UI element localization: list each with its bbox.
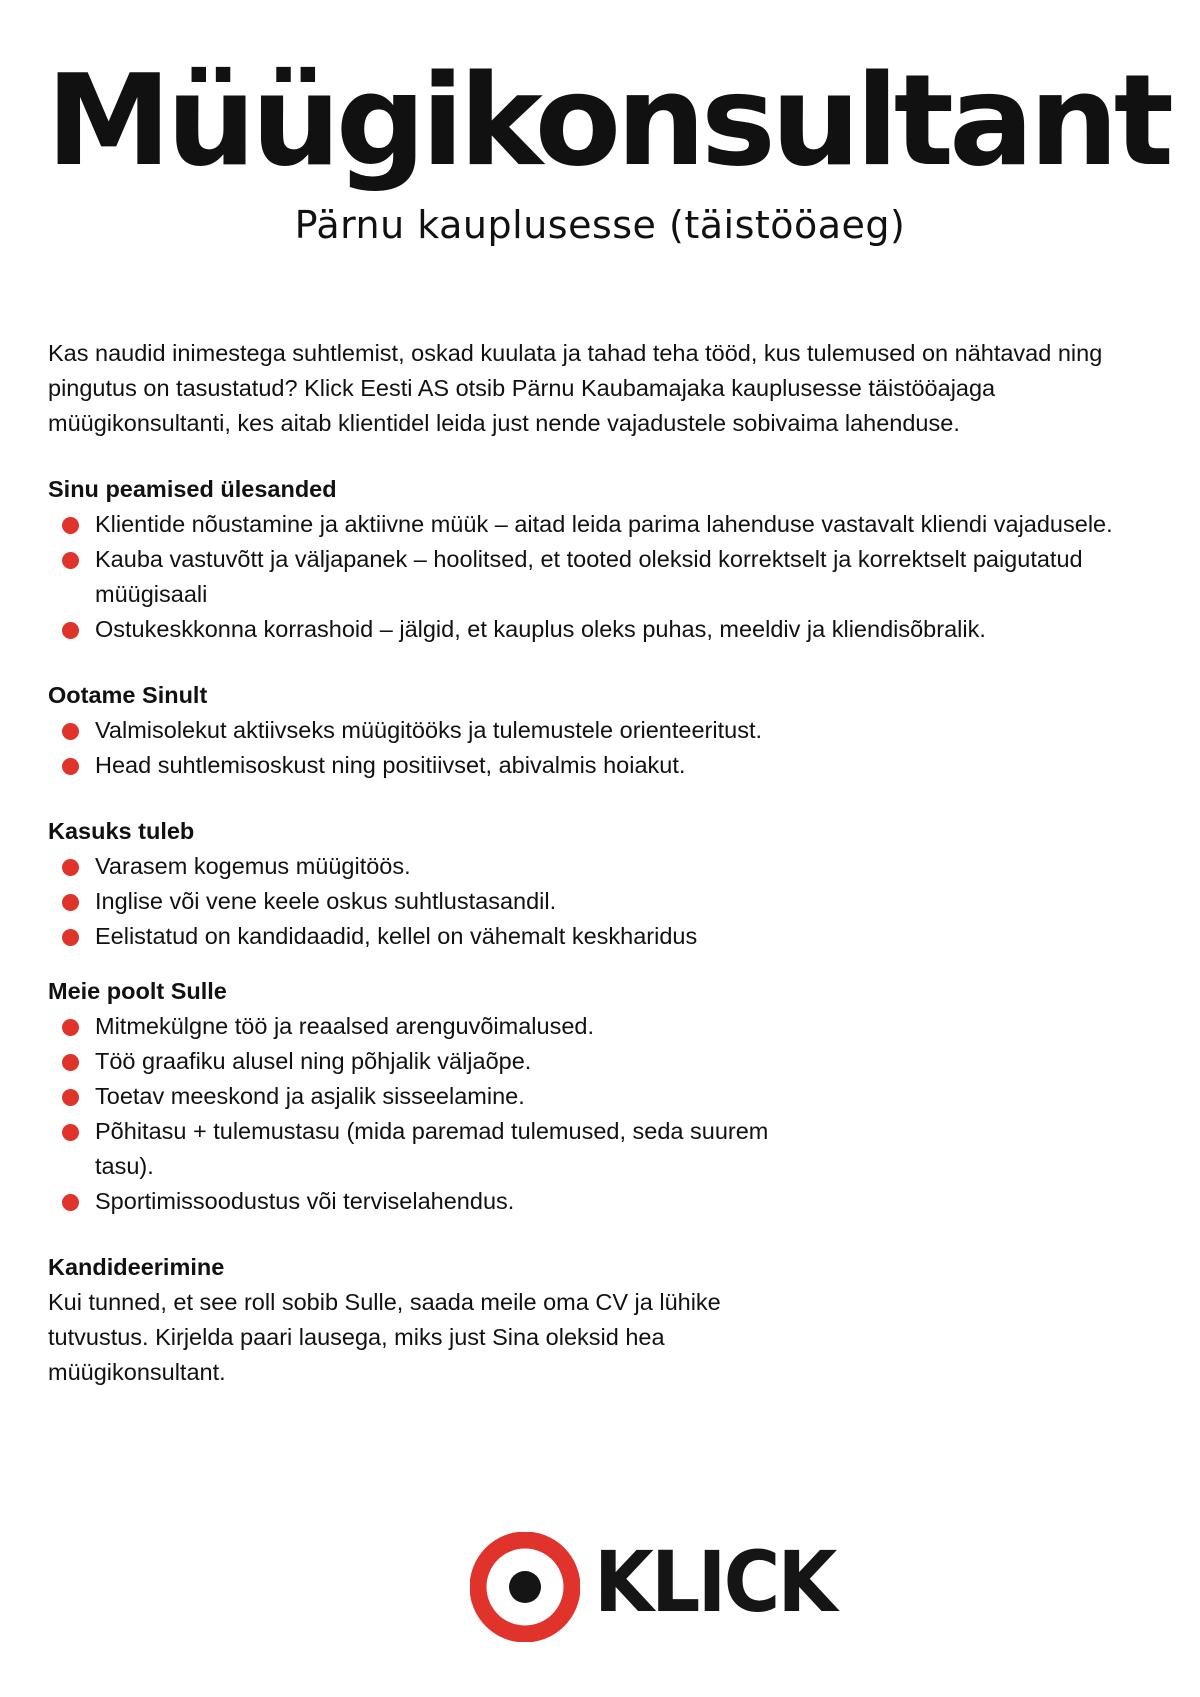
ad-content: [48, 336, 1168, 1390]
list-item-text: Valmisolekut aktiivseks müügitööks ja tulemustele orienteeritust.: [95, 717, 762, 743]
bullet-icon: [62, 1194, 79, 1211]
intro-paragraph: Kas naudid inimestega suhtlemist, oskad kuulata ja tahad teha tööd, kus tulemused on nähtavad ning pingutus on tasustatud? Klick Eesti AS otsib Pärnu Kaubamajaka kauplusesse täistööajaga müügikonsultanti, kes aitab klientidel leida just nende vajadustele sobivaima lahenduse.: [48, 340, 1103, 436]
list-item: [48, 542, 1168, 612]
list-item-text: Töö graafiku alusel ning põhjalik väljaõpe.: [95, 1048, 532, 1074]
bullet-icon: [62, 517, 79, 534]
list-item-text: Varasem kogemus müügitöös.: [95, 853, 411, 879]
bullet-icon: [62, 1124, 79, 1141]
bullet-icon: [62, 1054, 79, 1071]
bullet-list: [48, 1009, 808, 1219]
list-item-text: Inglise või vene keele oskus suhtlustasandil.: [95, 888, 557, 914]
list-item-text: Eelistatud on kandidaadid, kellel on vähemalt keskharidus: [95, 923, 698, 949]
klick-logo: [470, 1532, 835, 1652]
bullet-icon: [62, 1019, 79, 1036]
list-item: [48, 1079, 808, 1114]
list-item: [48, 713, 1168, 748]
list-item: [48, 884, 1168, 919]
section-advantages: [48, 814, 1168, 954]
list-item-text: Ostukeskkonna korrashoid – jälgid, et kauplus oleks puhas, meeldiv ja kliendisõbralik.: [95, 616, 986, 642]
section-tasks: [48, 472, 1168, 647]
bullet-icon: [62, 622, 79, 639]
bullet-list: [48, 507, 1168, 647]
bullet-icon: [62, 859, 79, 876]
list-item: [48, 612, 1168, 647]
list-item: [48, 1009, 808, 1044]
klick-target-icon: [470, 1532, 580, 1642]
section-heading: Sinu peamised ülesanded: [48, 476, 337, 502]
list-item-text: Põhitasu + tulemustasu (mida paremad tulemused, seda suurem tasu).: [95, 1118, 769, 1179]
section-candidacy: [48, 1250, 1168, 1390]
bullet-icon: [62, 894, 79, 911]
list-item-text: Head suhtlemisoskust ning positiivset, abivalmis hoiakut.: [95, 752, 686, 778]
list-item-text: Klientide nõustamine ja aktiivne müük – aitad leida parima lahenduse vastavalt kliendi vajadusele.: [95, 511, 1113, 537]
list-item-text: Mitmekülgne töö ja reaalsed arenguvõimalused.: [95, 1013, 595, 1039]
bullet-icon: [62, 723, 79, 740]
list-item: [48, 1184, 808, 1219]
candidacy-text: Kui tunned, et see roll sobib Sulle, saada meile oma CV ja lühike tutvustus. Kirjelda paari lausega, miks just Sina oleksid hea müügikonsultant.: [48, 1289, 721, 1385]
candidacy-heading: Kandideerimine: [48, 1254, 225, 1280]
list-item: [48, 507, 1168, 542]
list-item: [48, 1044, 808, 1079]
list-item-text: Sportimissoodustus või terviselahendus.: [95, 1188, 515, 1214]
page-subtitle: Pärnu kauplusesse (täistööaeg): [294, 203, 906, 247]
list-item: [48, 919, 1168, 954]
bullet-icon: [62, 758, 79, 775]
bullet-icon: [62, 552, 79, 569]
list-item: [48, 748, 1168, 783]
list-item-text: Toetav meeskond ja asjalik sisseelamine.: [95, 1083, 525, 1109]
bullet-icon: [62, 929, 79, 946]
section-heading: Meie poolt Sulle: [48, 978, 227, 1004]
bullet-icon: [62, 1089, 79, 1106]
section-offer: [48, 974, 1168, 1219]
section-expectations: [48, 678, 1168, 783]
bullet-list: [48, 713, 1168, 783]
section-heading: Kasuks tuleb: [48, 818, 195, 844]
list-item-text: Kauba vastuvõtt ja väljapanek – hoolitsed, et tooted oleksid korrektselt ja korrektselt paigutatud müügisaali: [95, 546, 1083, 607]
list-item: [48, 1114, 808, 1184]
logo-text: KLICK: [594, 1533, 835, 1631]
bullet-list: [48, 849, 1168, 954]
list-item: [48, 849, 1168, 884]
page-title: Müügikonsultant: [46, 47, 1169, 194]
section-heading: Ootame Sinult: [48, 682, 208, 708]
